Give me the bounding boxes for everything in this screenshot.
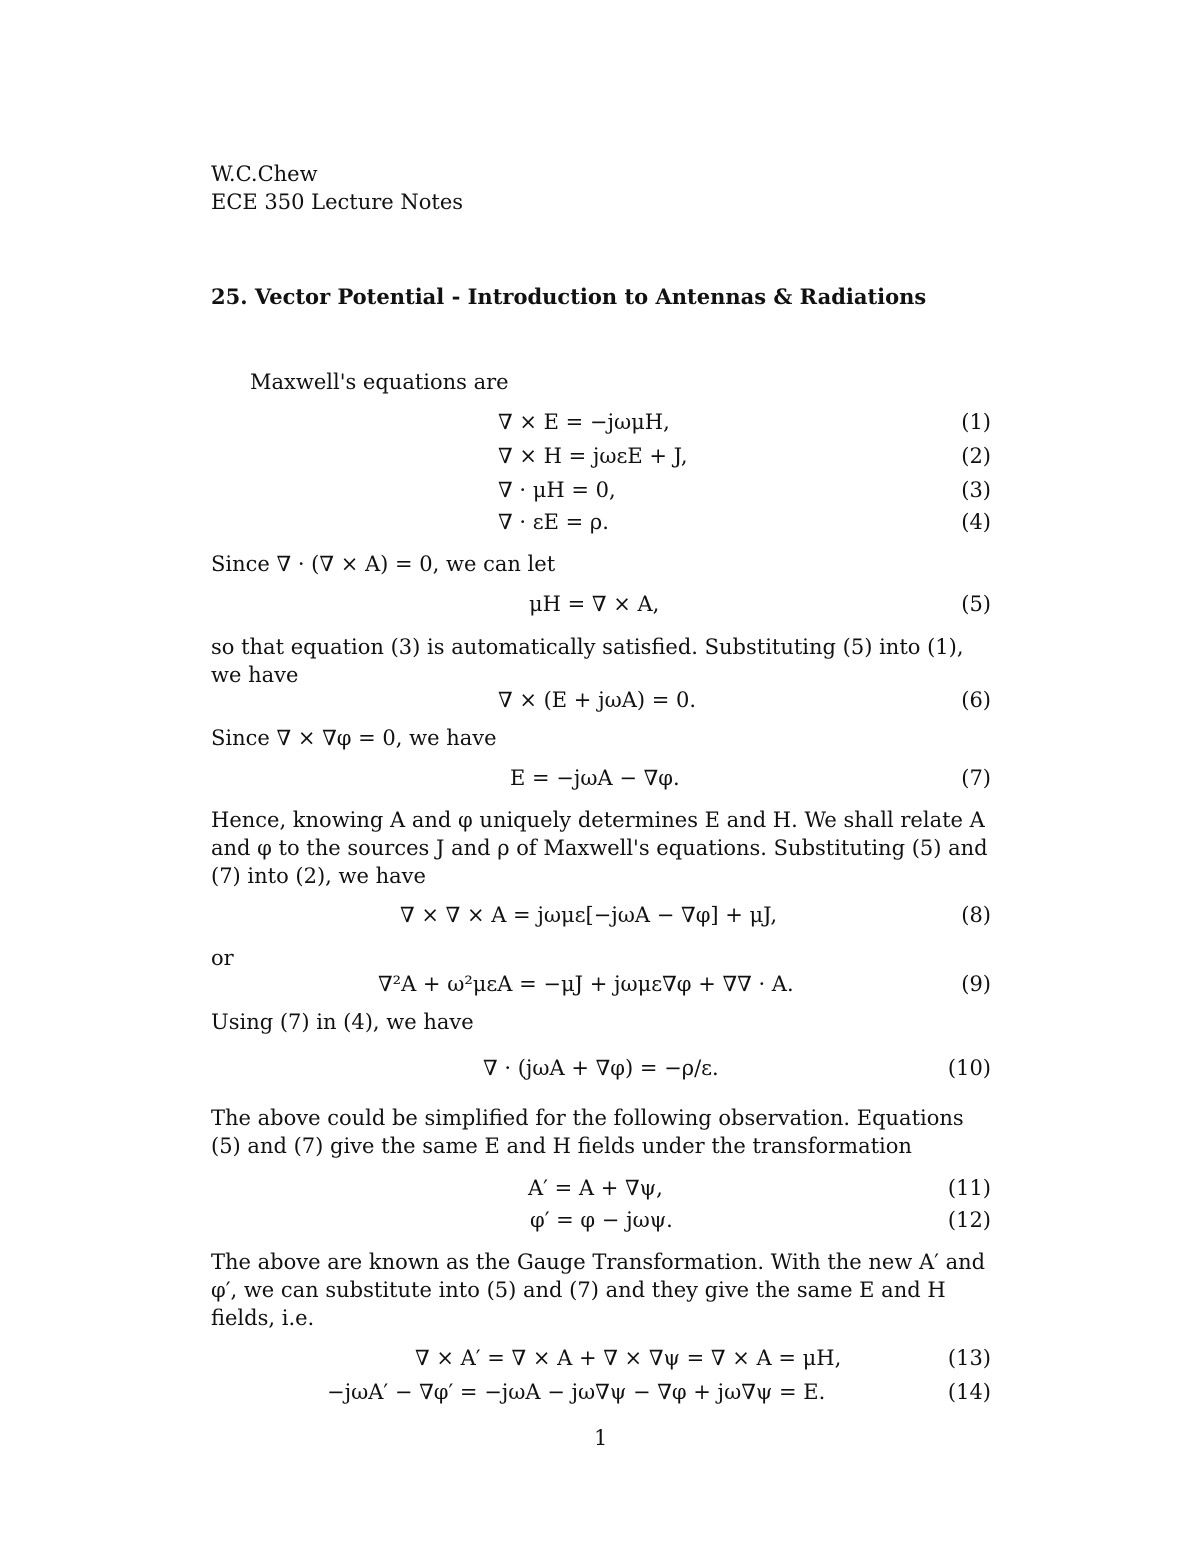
equation-number: (5) [961,592,991,616]
paragraph-since-div-curl: Since ∇ · (∇ × A) = 0, we can let [211,552,556,576]
equation-1 [211,406,991,438]
equation-expr: E = −jωA − ∇φ. [510,766,680,790]
equation-expr: μH = ∇ × A, [529,592,660,616]
equation-9 [211,968,991,1000]
equation-number: (2) [961,444,991,468]
equation-expr: ∇ · μH = 0, [498,478,616,502]
equation-expr: ∇ × (E + jωA) = 0. [498,688,697,712]
equation-expr: ∇ · εE = ρ. [498,510,609,534]
equation-expr: ∇ × H = jωεE + J, [498,444,688,468]
paragraph-gauge: The above are known as the Gauge Transformation. With the new A′ and φ′, we can substitute into (5) and (7) and they give the same E and H fields, i.e. [211,1250,986,1330]
equation-expr: ∇²A + ω²μεA = −μJ + jωμε∇φ + ∇∇ · A. [378,972,794,996]
equation-number: (1) [961,410,991,434]
paragraph-since-curl-grad: Since ∇ × ∇φ = 0, we have [211,726,497,750]
equation-expr: A′ = A + ∇ψ, [528,1176,663,1200]
author-line: W.C.Chew [211,162,318,186]
page-number: 1 [594,1426,608,1450]
equation-expr: ∇ × E = −jωμH, [498,410,670,434]
equation-8 [211,899,991,931]
equation-2 [211,440,991,472]
equation-13 [211,1342,991,1374]
equation-6 [211,684,991,716]
paragraph-substituting: so that equation (3) is automatically satisfied. Substituting (5) into (1), we have [211,635,964,687]
course-line: ECE 350 Lecture Notes [211,190,464,214]
equation-expr: ∇ × ∇ × A = jωμε[−jωA − ∇φ] + μJ, [400,903,778,927]
equation-number: (6) [961,688,991,712]
paragraph-intro: Maxwell's equations are [250,370,509,394]
equation-11 [211,1172,991,1204]
paragraph-or: or [211,946,234,970]
equation-4 [211,506,991,538]
equation-number: (8) [961,903,991,927]
equation-number: (13) [947,1346,991,1370]
equation-number: (12) [947,1208,991,1232]
section-title: 25. Vector Potential - Introduction to Antennas & Radiations [211,284,927,309]
paragraph-hence: Hence, knowing A and φ uniquely determines E and H. We shall relate A and φ to the sources J and ρ of Maxwell's equations. Substituting (5) and (7) into (2), we have [211,808,988,888]
equation-number: (9) [961,972,991,996]
equation-12 [211,1204,991,1236]
equation-expr: −jωA′ − ∇φ′ = −jωA − jω∇ψ − ∇φ + jω∇ψ = E. [327,1380,826,1404]
equation-expr: ∇ · (jωA + ∇φ) = −ρ/ε. [483,1056,719,1080]
equation-expr: ∇ × A′ = ∇ × A + ∇ × ∇ψ = ∇ × A = μH, [415,1346,842,1370]
equation-14 [211,1376,991,1408]
equation-number: (11) [947,1176,991,1200]
equation-expr: φ′ = φ − jωψ. [530,1208,673,1232]
equation-7 [211,762,991,794]
equation-number: (7) [961,766,991,790]
paragraph-using: Using (7) in (4), we have [211,1010,474,1034]
equation-3 [211,474,991,506]
equation-number: (14) [947,1380,991,1404]
equation-5 [211,588,991,620]
equation-10 [211,1052,991,1084]
equation-number: (4) [961,510,991,534]
equation-number: (3) [961,478,991,502]
paragraph-observation: The above could be simplified for the following observation. Equations (5) and (7) give the same E and H fields under the transformation [211,1106,964,1158]
equation-number: (10) [947,1056,991,1080]
